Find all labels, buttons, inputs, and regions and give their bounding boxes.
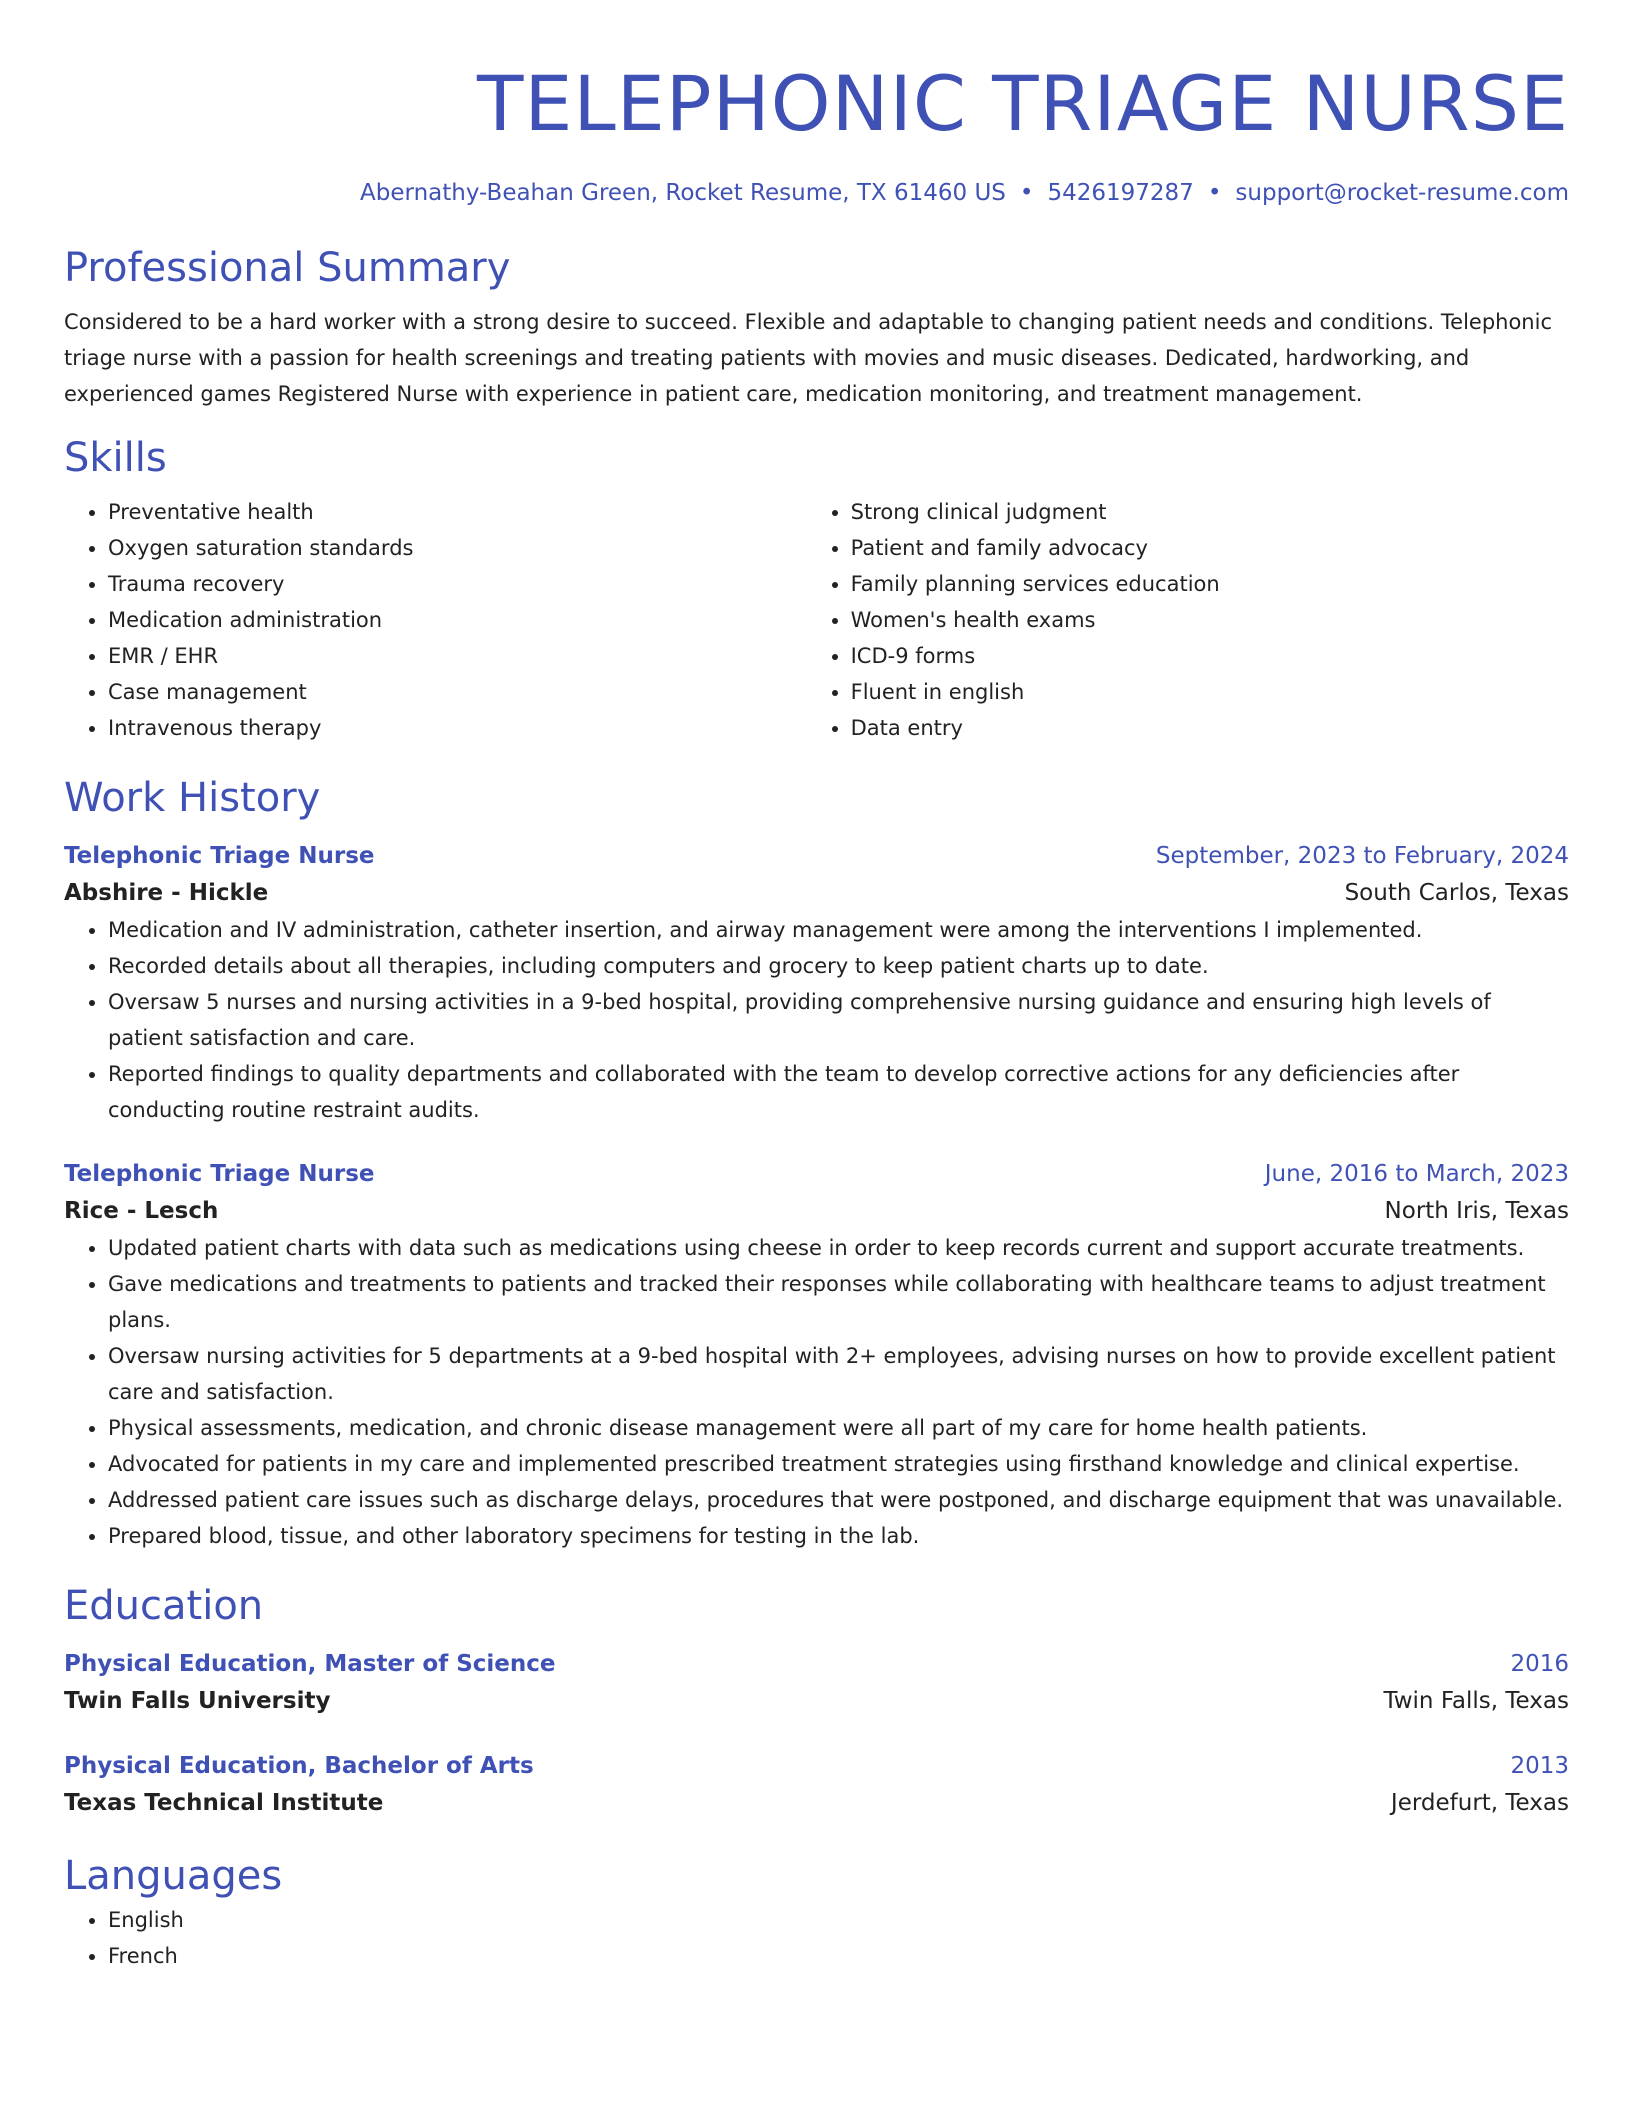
summary-heading: Professional Summary — [64, 245, 511, 291]
skill-item: • Women's health exams — [851, 602, 1569, 638]
job-entry — [64, 838, 1569, 1128]
job-entry — [64, 1156, 1569, 1554]
skill-item: • Intravenous therapy — [108, 710, 807, 746]
summary-section — [64, 242, 1569, 412]
contact-phone: 5426197287 — [1047, 180, 1194, 206]
job-responsibilities — [64, 1230, 1569, 1554]
responsibility-item: • Medication and IV administration, catheter insertion, and airway management were among the interventions I implemented. — [108, 912, 1569, 948]
job-header-row — [64, 838, 1569, 874]
summary-text: Considered to be a hard worker with a strong desire to succeed. Flexible and adaptable to changing patient needs and conditions. Telephonic triage nurse with a passion for health screenings and treating patients with movies and music diseases. Dedicated, hardworking, and experienced games Registered Nurse with experience in patient care, medication monitoring, and treatment management. — [64, 310, 1552, 406]
skill-item: • Medication administration — [108, 602, 807, 638]
job-location: South Carlos, Texas — [1344, 880, 1569, 906]
education-header-row — [64, 1748, 1569, 1784]
skills-section — [64, 432, 1569, 746]
languages-heading: Languages — [64, 1853, 283, 1899]
job-dates: September, 2023 to February, 2024 — [1155, 843, 1569, 869]
responsibility-item: • Physical assessments, medication, and chronic disease management were all part of my care for home health patients. — [108, 1410, 1569, 1446]
job-company: Abshire - Hickle — [64, 880, 269, 906]
skill-item: • Family planning services education — [851, 566, 1569, 602]
education-school-row — [64, 1784, 1569, 1822]
responsibility-item: • Recorded details about all therapies, including computers and grocery to keep patient charts up to date. — [108, 948, 1569, 984]
education-section — [64, 1580, 1569, 1822]
contact-address: Abernathy-Beahan Green, Rocket Resume, TX 61460 US — [360, 180, 1006, 206]
education-entry — [64, 1748, 1569, 1822]
contact-line — [64, 178, 1569, 208]
job-location: North Iris, Texas — [1384, 1198, 1569, 1224]
education-school: Texas Technical Institute — [64, 1790, 384, 1816]
language-item: • English — [108, 1902, 1569, 1938]
resume-title: TELEPHONIC TRIAGE NURSE — [476, 59, 1569, 148]
skill-item: • Oxygen saturation standards — [108, 530, 807, 566]
skill-item: • Fluent in english — [851, 674, 1569, 710]
skill-item: • Strong clinical judgment — [851, 494, 1569, 530]
work-history-section — [64, 772, 1569, 1554]
responsibility-item: • Oversaw 5 nurses and nursing activities in a 9-bed hospital, providing comprehensive nursing guidance and ensuring high levels of patient satisfaction and care. — [108, 984, 1569, 1056]
job-responsibilities — [64, 912, 1569, 1128]
skill-item: • Preventative health — [108, 494, 807, 530]
responsibility-item: • Oversaw nursing activities for 5 departments at a 9-bed hospital with 2+ employees, advising nurses on how to provide excellent patient care and satisfaction. — [108, 1338, 1569, 1410]
contact-email: support@rocket-resume.com — [1235, 180, 1569, 206]
languages-list — [64, 1902, 1569, 1974]
resume-header — [64, 54, 1569, 208]
education-school: Twin Falls University — [64, 1688, 331, 1714]
language-item: • French — [108, 1938, 1569, 1974]
job-company-row — [64, 874, 1569, 912]
job-company: Rice - Lesch — [64, 1198, 219, 1224]
education-entry — [64, 1646, 1569, 1720]
job-title: Telephonic Triage Nurse — [64, 1161, 375, 1187]
skills-grid — [64, 494, 1569, 746]
education-degree: Physical Education, Bachelor of Arts — [64, 1753, 534, 1779]
job-dates: June, 2016 to March, 2023 — [1264, 1161, 1569, 1187]
education-degree: Physical Education, Master of Science — [64, 1651, 556, 1677]
education-location: Jerdefurt, Texas — [1390, 1790, 1569, 1816]
contact-separator: • — [1207, 180, 1222, 206]
skill-item: • Case management — [108, 674, 807, 710]
skills-left-column — [64, 494, 807, 746]
education-year: 2016 — [1510, 1651, 1569, 1677]
skills-heading: Skills — [64, 435, 167, 481]
responsibility-item: • Updated patient charts with data such as medications using cheese in order to keep records current and support accurate treatments. — [108, 1230, 1569, 1266]
job-header-row — [64, 1156, 1569, 1192]
education-school-row — [64, 1682, 1569, 1720]
languages-section — [64, 1850, 1569, 1974]
skill-item: • Trauma recovery — [108, 566, 807, 602]
skill-item: • ICD-9 forms — [851, 638, 1569, 674]
education-header-row — [64, 1646, 1569, 1682]
education-location: Twin Falls, Texas — [1383, 1688, 1569, 1714]
skill-item: • Patient and family advocacy — [851, 530, 1569, 566]
skill-item: • Data entry — [851, 710, 1569, 746]
skills-right-column — [807, 494, 1569, 746]
job-title: Telephonic Triage Nurse — [64, 843, 375, 869]
education-heading: Education — [64, 1583, 264, 1629]
job-company-row — [64, 1192, 1569, 1230]
responsibility-item: • Advocated for patients in my care and implemented prescribed treatment strategies using firsthand knowledge and clinical expertise. — [108, 1446, 1569, 1482]
skill-item: • EMR / EHR — [108, 638, 807, 674]
work-history-heading: Work History — [64, 775, 321, 821]
responsibility-item: • Gave medications and treatments to patients and tracked their responses while collaborating with healthcare teams to adjust treatment plans. — [108, 1266, 1569, 1338]
responsibility-item: • Prepared blood, tissue, and other laboratory specimens for testing in the lab. — [108, 1518, 1569, 1554]
responsibility-item: • Addressed patient care issues such as discharge delays, procedures that were postponed, and discharge equipment that was unavailable. — [108, 1482, 1569, 1518]
education-year: 2013 — [1510, 1753, 1569, 1779]
contact-separator: • — [1019, 180, 1034, 206]
responsibility-item: • Reported findings to quality departments and collaborated with the team to develop corrective actions for any deficiencies after conducting routine restraint audits. — [108, 1056, 1569, 1128]
